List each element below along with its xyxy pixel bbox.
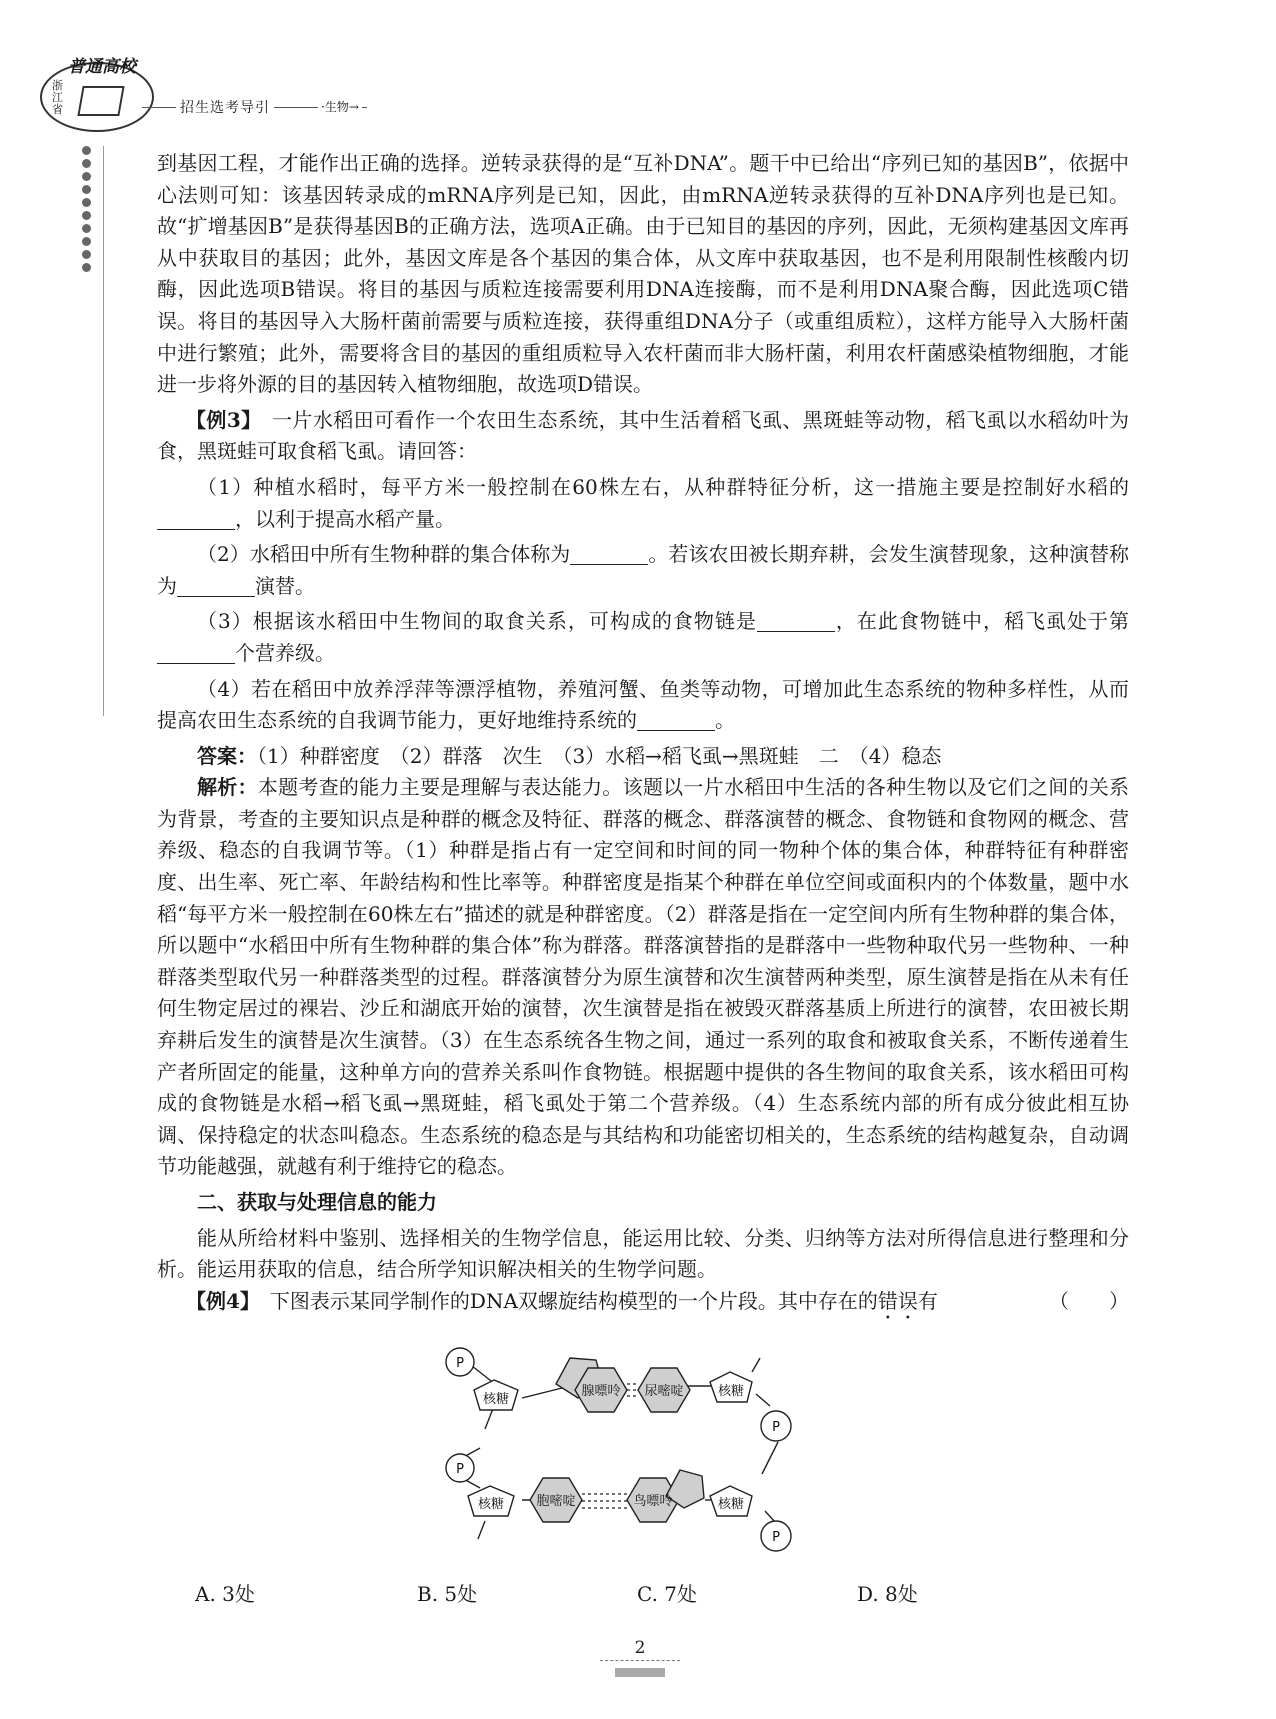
phosphate-label: P [456,1462,464,1477]
sugar-label: 核糖 [717,1384,745,1399]
analysis-label: 解析： [197,775,258,800]
margin-rule [103,146,104,716]
section-heading: 二、获取与处理信息的能力 [197,1190,437,1214]
question-2: （2）水稻田中所有生物种群的集合体称为 。若该农田被长期弃耕，会发生演替现象，这种演替称为 演替。 [157,542,1130,598]
example-3-stem: 【例3】 一片水稻田可看作一个农田生态系统，其中生活着稻飞虱、黑斑蛙等动物，稻飞虱以水稻幼叶为食，黑斑蛙可取食稻飞虱。请回答： [157,407,1130,464]
margin-decoration-dots [80,146,94,276]
page-body [157,148,1129,1324]
option-a[interactable]: A. 3处 [195,1582,255,1606]
answer-blank [570,542,648,565]
header-subject: ·生物→ [318,98,362,115]
sugar-label: 核糖 [477,1497,505,1512]
question-4: （4）若在稻田中放养浮萍等漂浮植物，养殖河蟹、鱼类等动物，可增加此生态系统的物种多样性，从而提高农田生态系统的自我调节能力，更好地维持系统的 。 [157,676,1129,733]
answer-blank [157,641,235,664]
answer-label: 答案： [197,743,257,768]
logo-title: 普通高校 [68,57,136,77]
phosphate-label: P [772,1420,780,1435]
logo-province: 浙江省 [52,79,63,116]
base-label: 胞嘧啶 [536,1494,576,1509]
example-4-stem: 【例4】 下图表示某同学制作的DNA双螺旋结构模型的一个片段。其中存在的错误有 （ ） [157,1286,1129,1324]
option-d[interactable]: D. 8处 [857,1582,918,1606]
question-3: （3）根据该水稻田中生物间的取食关系，可构成的食物链是 ，在此食物链中，稻飞虱处于第个营养级。 [157,606,1129,669]
sugar-label: 核糖 [717,1497,745,1512]
option-b[interactable]: B. 5处 [417,1582,478,1606]
analysis: 解析：本题考查的能力主要是理解与表达能力。该题以一片水稻田中生活的各种生物以及它们之间的关系为背景，考查的主要知识点是种群的概念及特征、群落的概念、群落演替的概念、食物链和食物网的概念、营养级、稳态的自我调节等。（1）种群是指占有一定空间和时间的同一物种个体的集合体，种群特征有种群密度、出生率、死亡率、年龄结构和性比率等。种群密度是指某个种群在单位空间或面积内的个体数量，题中水稻“每平方米一般控制在60株左右”描述的就是种群密度。（2）群落是指在一定空间内所有生物种群的集合体，所以题中“水稻田中所有生物种群的集合体”称为群落。群落演替指的是群落中一些物种取代另一些物种、一种群落类型取代另一种群落类型的过程。群落演替分为原生演替和次生演替两种类型，原生演替是指在从未有任何生物定居过的裸岩、沙丘和湖底开始的演替，次生演替是指在被毁灭群落基质上所进行的演替，农田被长期弃耕后发生的演替是次生演替。（3）在生态系统各生物之间，通过一系列的取食和被取食关系，不断传递着生产者所固定的能量，这种单方向的营养关系叫作食物链。根据题中提供的各生物间的取食关系，该水稻田可构成的食物链是水稻→稻飞虱→黑斑蛙，稻飞虱处于第二个营养级。（4）生态系统内部的所有成分彼此相互协调、保持稳定的状态叫稳态。生态系统的稳态是与其结构和功能密切相关的，生态系统的结构越复杂，自动调节功能越强，就越有利于维持它的稳态。 [157,775,1130,1179]
section-body: 能从所给材料中鉴别、选择相关的生物学信息，能运用比较、分类、归纳等方法对所得信息进行整理和分析。能运用获取的信息，结合所学知识解决相关的生物学问题。 [157,1225,1129,1282]
dna-model-diagram [440,1346,860,1571]
page-number: 2 [634,1638,646,1658]
answer-options [195,1578,1095,1608]
example-4-label: 【例4】 [186,1288,250,1313]
answer-blank [177,574,255,597]
option-c[interactable]: C. 7处 [637,1582,698,1606]
sugar-label: 核糖 [482,1392,510,1407]
base-label: 腺嘌呤 [581,1384,621,1399]
header-subtitle: 招生选考导引 [176,97,274,117]
answer-parentheses: （ ） [1049,1288,1129,1313]
page-header [40,52,400,132]
answer-blank [757,609,835,632]
answer-blank [637,708,715,731]
base-label: 尿嘧啶 [644,1384,684,1399]
book-icon [77,86,124,116]
page-number-rule [600,1660,680,1661]
question-1: （1）种植水稻时，每平方米一般控制在60株左右，从种群特征分析，这一措施主要是控制好水稻的，以利于提高水稻产量。 [157,472,1129,535]
example-3-label: 【例3】 [186,407,252,432]
phosphate-label: P [456,1356,464,1371]
answer-blank [157,507,235,530]
base-label: 鸟嘌呤 [633,1494,673,1509]
answer-line: 答案：（1）种群密度 （2）群落 次生 （3）水稻→稻飞虱→黑斑蛙 二 （4）稳态 [197,743,942,768]
phosphate-label: P [772,1530,780,1545]
paragraph: 到基因工程，才能作出正确的选择。逆转录获得的是“互补DNA”。题干中已给出“序列已知的基因B”，依据中心法则可知：该基因转录成的mRNA序列是已知，因此，由mRNA逆转录获得的互补DNA序列也是已知。故“扩增基因B”是获得基因B的正确方法，选项A正确。由于已知目的基因的序列，因此，无须构建基因文库再从中获取目的基因；此外，基因文库是各个基因的集合体，从文库中获取基因，也不是利用限制性核酸内切酶，因此选项B错误。将目的基因与质粒连接需要利用DNA连接酶，而不是利用DNA聚合酶，因此选项C错误。将目的基因导入大肠杆菌前需要与质粒连接，获得重组DNA分子（或重组质粒），这样方能导入大肠杆菌中进行繁殖；此外，需要将含目的基因的重组质粒导入农杆菌而非大肠杆菌，利用农杆菌感染植物细胞，才能进一步将外源的目的基因转入植物细胞，故选项D错误。 [157,151,1129,397]
page-number-bar [615,1668,665,1677]
